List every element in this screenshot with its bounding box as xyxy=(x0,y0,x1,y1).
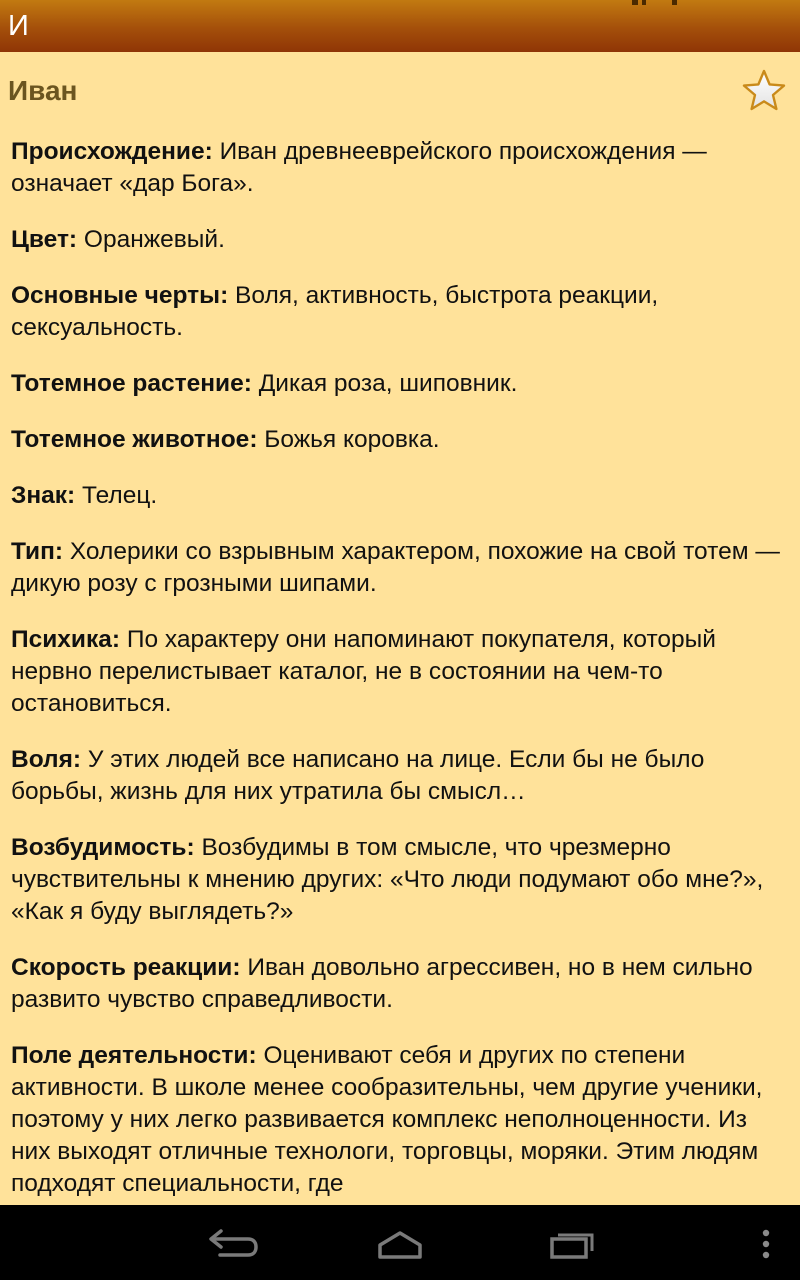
entry-label: Цвет: xyxy=(11,226,78,253)
star-icon xyxy=(740,67,788,115)
entry-label: Тотемное растение: xyxy=(11,370,252,397)
entry-main-traits xyxy=(11,280,791,344)
entry-type xyxy=(11,536,791,600)
entry-field-of-activity xyxy=(11,1040,791,1200)
app-bar-title: И xyxy=(8,10,29,42)
entry-will xyxy=(11,744,791,808)
entry-psyche xyxy=(11,624,791,720)
entry-label: Знак: xyxy=(11,482,76,509)
entry-label: Тип: xyxy=(11,538,64,565)
entry-label: Воля: xyxy=(11,746,82,773)
home-button[interactable] xyxy=(360,1205,440,1280)
entry-totem-animal xyxy=(11,424,791,456)
back-button[interactable] xyxy=(190,1205,270,1280)
article-content[interactable] xyxy=(0,52,800,1205)
entry-text: Дикая роза, шиповник. xyxy=(251,370,518,397)
entry-text: Оценивают себя и других по степени активности. В школе менее сообразительны, чем другие ученики, поэтому у них легко развивается комплекс неполноценности. Из них выходят отличные технологи, торговцы, моряки. Этим людям подходят специальности, где xyxy=(11,1042,763,1197)
entry-text: Возбудимы в том смысле, что чрезмерно чувствительны к мнению других: «Что люди подумают обо мне?», «Как я буду выглядеть?» xyxy=(11,834,764,925)
entry-reaction-speed xyxy=(11,952,791,1016)
entry-text: Божья коровка. xyxy=(257,426,440,453)
entry-label: Скорость реакции: xyxy=(11,954,241,981)
home-icon xyxy=(360,1205,440,1280)
entry-text: Воля, активность, быстрота реакции, сексуальность. xyxy=(11,282,659,341)
entry-text: Холерики со взрывным характером, похожие на свой тотем — дикую розу с грозными шипами. xyxy=(11,538,780,597)
overflow-menu-button[interactable] xyxy=(748,1205,784,1280)
entry-text: По характеру они напоминают покупателя, который нервно перелистывает каталог, не в состоянии на чем-то остановиться. xyxy=(11,626,716,717)
entry-label: Поле деятельности: xyxy=(11,1042,257,1069)
entry-text: Иван довольно агрессивен, но в нем сильно развито чувство справедливости. xyxy=(11,954,753,1013)
entry-text: Оранжевый. xyxy=(77,226,225,253)
entry-excitability xyxy=(11,832,791,928)
entry-label: Тотемное животное: xyxy=(11,426,258,453)
entry-text: Телец. xyxy=(75,482,158,509)
entry-label: Возбудимость: xyxy=(11,834,195,861)
entry-sign xyxy=(11,480,791,512)
entry-text: Иван древнееврейского происхождения — означает «дар Бога». xyxy=(11,138,707,197)
entry-color xyxy=(11,224,791,256)
entry-text: У этих людей все написано на лице. Если бы не было борьбы, жизнь для них утратила бы смысл… xyxy=(11,746,705,805)
status-bar-fragment xyxy=(628,0,688,6)
back-icon xyxy=(190,1205,270,1280)
app-bar xyxy=(0,0,800,52)
entry-list xyxy=(11,136,791,1205)
entry-totem-plant xyxy=(11,368,791,400)
entry-label: Психика: xyxy=(11,626,121,653)
system-navigation-bar xyxy=(0,1205,800,1280)
recent-apps-button[interactable] xyxy=(532,1205,612,1280)
name-heading: Иван xyxy=(8,75,78,106)
recent-apps-icon xyxy=(532,1205,612,1280)
entry-label: Основные черты: xyxy=(11,282,229,309)
entry-label: Происхождение: xyxy=(11,138,213,165)
entry-origin xyxy=(11,136,791,200)
overflow-menu-icon xyxy=(748,1205,784,1280)
favorite-button[interactable] xyxy=(740,67,788,115)
